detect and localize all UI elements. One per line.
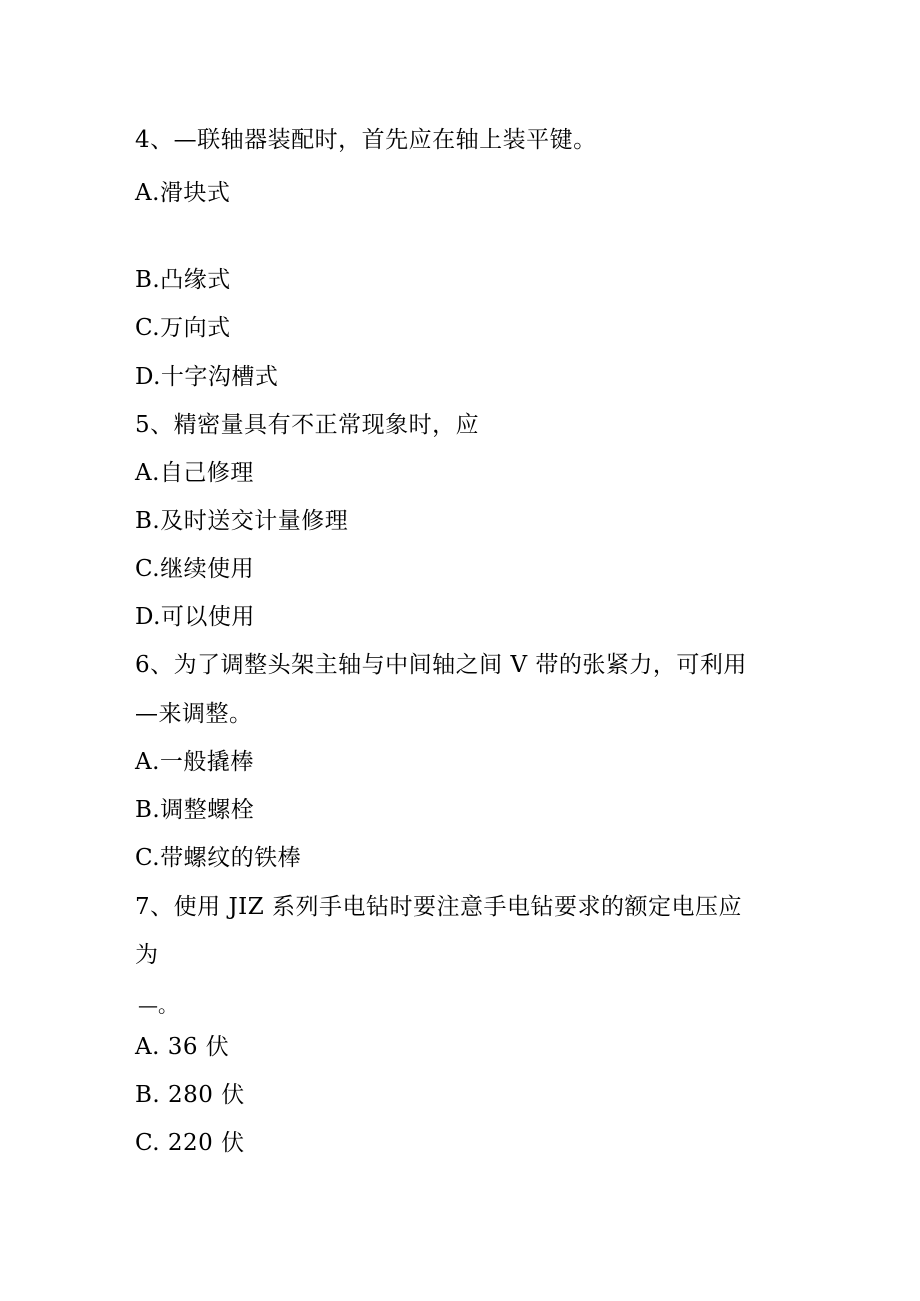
question-4-option-c: C.万向式 [135, 315, 231, 341]
question-5-option-b: B.及时送交计量修理 [135, 508, 349, 534]
question-7-answer-blank: —。 [138, 993, 178, 1017]
question-4-stem: 4、—联轴器装配时，首先应在轴上装平键。 [135, 127, 597, 153]
question-6-option-a: A.一般撬棒 [135, 749, 254, 775]
question-7-option-a: A. 36 伏 [135, 1034, 230, 1060]
question-4-option-b: B.凸缘式 [135, 267, 231, 293]
question-7-stem-line-2: 为 [135, 942, 159, 968]
question-4-option-d: D.十字沟槽式 [135, 364, 279, 390]
question-4-option-a: A.滑块式 [135, 180, 231, 206]
question-7-stem-line-1: 7、使用 JIZ 系列手电钻时要注意手电钻要求的额定电压应 [135, 894, 743, 920]
question-6-stem-line-1: 6、为了调整头架主轴与中间轴之间 V 带的张紧力，可利用 [135, 652, 747, 678]
question-6-option-c: C.带螺纹的铁棒 [135, 845, 302, 871]
question-6-stem-line-2: —来调整。 [135, 701, 253, 727]
question-7-option-c: C. 220 伏 [135, 1130, 245, 1156]
question-5-option-d: D.可以使用 [135, 604, 255, 630]
question-6-option-b: B.调整螺栓 [135, 797, 255, 823]
question-5-stem: 5、精密量具有不正常现象时，应 [135, 412, 480, 438]
question-5-option-a: A.自己修理 [135, 460, 254, 486]
question-7-option-b: B. 280 伏 [135, 1082, 245, 1108]
question-5-option-c: C.继续使用 [135, 556, 255, 582]
